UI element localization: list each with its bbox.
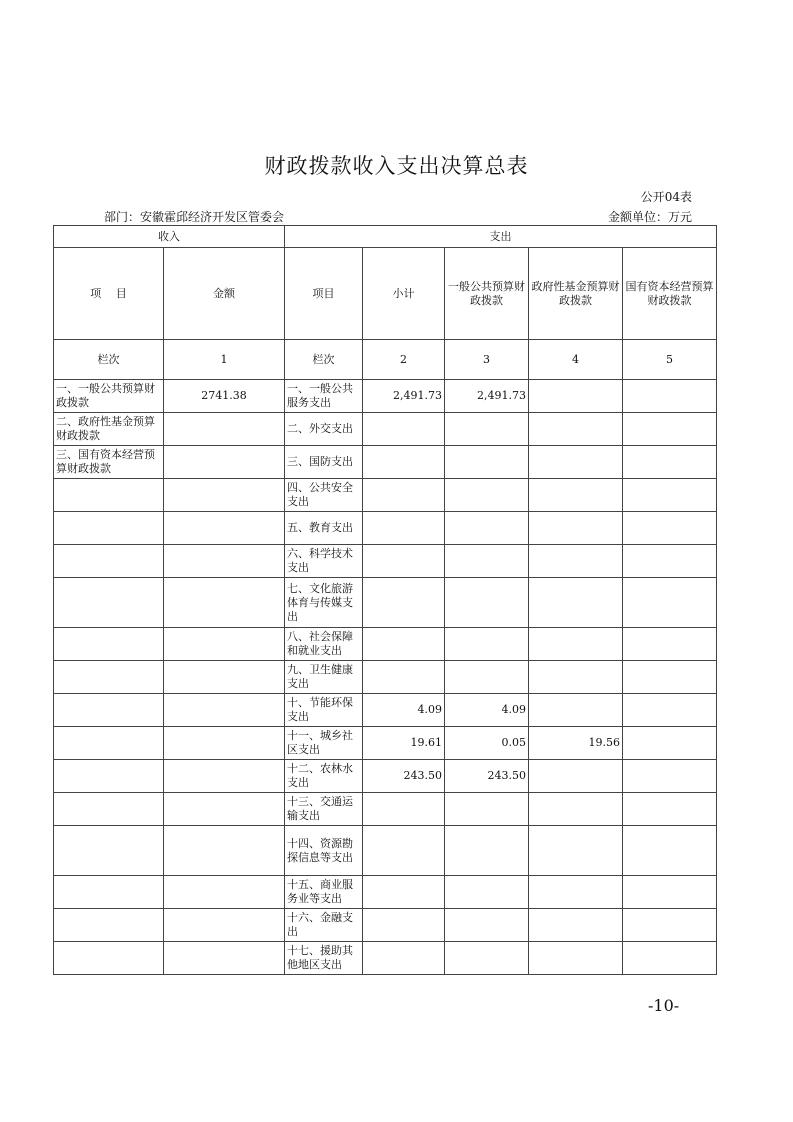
subtotal-cell: 19.61 [363,727,445,760]
income-amount-cell [164,661,285,694]
gov-fund-cell [529,578,623,628]
general-budget-cell [445,793,529,826]
income-item-cell [54,512,164,545]
expense-item-cell: 三、国防支出 [285,446,363,479]
general-budget-cell: 4.09 [445,694,529,727]
gov-fund-header: 政府性基金预算财政拨款 [529,248,623,340]
general-budget-cell [445,578,529,628]
subtotal-cell [363,413,445,446]
expense-header: 支出 [285,226,717,248]
state-capital-cell [623,876,717,909]
state-capital-cell [623,413,717,446]
page-title: 财政拨款收入支出决算总表 [264,154,529,178]
col-number-5: 5 [623,340,717,380]
table-row [54,578,717,628]
gov-fund-cell [529,942,623,975]
income-amount-cell [164,760,285,793]
income-amount-cell [164,876,285,909]
state-capital-cell [623,446,717,479]
amount-unit-label: 金额单位：万元 [607,210,692,224]
table-row [54,694,717,727]
income-item-cell [54,793,164,826]
table-row [54,793,717,826]
state-capital-header: 国有资本经营预算财政拨款 [623,248,717,340]
general-budget-cell [445,413,529,446]
state-capital-cell [623,793,717,826]
income-item-cell [54,727,164,760]
general-budget-cell [445,942,529,975]
gov-fund-cell [529,545,623,578]
state-capital-cell [623,826,717,876]
income-item-cell [54,942,164,975]
income-amount-cell [164,446,285,479]
income-item-cell [54,760,164,793]
gov-fund-cell [529,512,623,545]
gov-fund-cell: 19.56 [529,727,623,760]
state-capital-cell [623,661,717,694]
expense-item-cell: 十四、资源勘探信息等支出 [285,826,363,876]
gov-fund-cell [529,628,623,661]
income-item-cell [54,578,164,628]
income-amount-cell [164,578,285,628]
table-row [54,413,717,446]
general-budget-cell [445,545,529,578]
income-amount-cell [164,793,285,826]
general-budget-cell: 0.05 [445,727,529,760]
general-budget-cell [445,826,529,876]
income-amount-cell [164,909,285,942]
expense-item-cell: 五、教育支出 [285,512,363,545]
state-capital-cell [623,694,717,727]
subtotal-cell: 2,491.73 [363,380,445,413]
general-budget-cell: 243.50 [445,760,529,793]
subtotal-cell [363,446,445,479]
income-item-cell [54,661,164,694]
expense-item-cell: 十一、城乡社区支出 [285,727,363,760]
income-amount-cell [164,727,285,760]
expense-item-cell: 十七、援助其他地区支出 [285,942,363,975]
expense-item-cell: 四、公共安全支出 [285,479,363,512]
gov-fund-cell [529,694,623,727]
table-row [54,628,717,661]
table-row [54,909,717,942]
income-item-cell: 一、一般公共预算财政拨款 [54,380,164,413]
general-budget-cell [445,628,529,661]
table-row [54,760,717,793]
table-row [54,826,717,876]
table-row [54,661,717,694]
state-capital-cell [623,942,717,975]
income-header: 收入 [54,226,285,248]
income-item-cell: 二、政府性基金预算财政拨款 [54,413,164,446]
expense-item-cell: 十五、商业服务业等支出 [285,876,363,909]
gov-fund-cell [529,413,623,446]
income-item-cell [54,826,164,876]
table-row [54,876,717,909]
income-item-cell [54,545,164,578]
income-amount-cell [164,826,285,876]
income-item-cell [54,479,164,512]
income-amount-cell [164,479,285,512]
gov-fund-cell [529,876,623,909]
state-capital-cell [623,512,717,545]
state-capital-cell [623,727,717,760]
exp-item-header: 项目 [285,248,363,340]
state-capital-cell [623,760,717,793]
income-item-cell [54,628,164,661]
subtotal-header: 小计 [363,248,445,340]
col-number-4: 4 [529,340,623,380]
expense-item-cell: 十、节能环保支出 [285,694,363,727]
income-amount-cell [164,628,285,661]
income-amount-cell [164,942,285,975]
gov-fund-cell [529,909,623,942]
income-amount-cell [164,413,285,446]
gov-fund-cell [529,479,623,512]
budget-table [53,225,717,975]
expense-item-cell: 十六、金融支出 [285,909,363,942]
general-budget-cell [445,876,529,909]
income-item-cell [54,876,164,909]
col-label-income: 栏次 [54,340,164,380]
section-header-row [54,226,717,248]
subtotal-cell [363,578,445,628]
expense-item-cell: 八、社会保障和就业支出 [285,628,363,661]
subtotal-cell [363,628,445,661]
column-header-row [54,248,717,340]
income-amount-cell [164,545,285,578]
department-label: 部门：安徽霍邱经济开发区管委会 [104,210,285,224]
subtotal-cell [363,942,445,975]
state-capital-cell [623,479,717,512]
table-row [54,942,717,975]
expense-item-cell: 二、外交支出 [285,413,363,446]
item-name-header: 项 目 [54,248,164,340]
table-row [54,545,717,578]
gov-fund-cell [529,793,623,826]
general-budget-cell [445,909,529,942]
state-capital-cell [623,628,717,661]
expense-item-cell: 七、文化旅游体育与传媒支出 [285,578,363,628]
state-capital-cell [623,578,717,628]
col-number-1: 1 [164,340,285,380]
column-number-row [54,340,717,380]
page-number: -10- [648,996,680,1015]
col-label-expense: 栏次 [285,340,363,380]
general-budget-cell [445,512,529,545]
col-number-3: 3 [445,340,529,380]
general-budget-cell: 2,491.73 [445,380,529,413]
form-number: 公开04表 [640,190,692,204]
subtotal-cell [363,545,445,578]
expense-item-cell: 六、科学技术支出 [285,545,363,578]
table-row [54,479,717,512]
expense-item-cell: 十三、交通运输支出 [285,793,363,826]
subtotal-cell [363,826,445,876]
subtotal-cell [363,793,445,826]
general-budget-cell [445,661,529,694]
income-item-cell [54,694,164,727]
general-budget-cell [445,446,529,479]
gov-fund-cell [529,826,623,876]
income-amount-cell [164,694,285,727]
state-capital-cell [623,909,717,942]
expense-item-cell: 九、卫生健康支出 [285,661,363,694]
gov-fund-cell [529,446,623,479]
income-item-cell: 三、国有资本经营预算财政拨款 [54,446,164,479]
col-number-2: 2 [363,340,445,380]
income-amount-cell [164,512,285,545]
expense-item-cell: 十二、农林水支出 [285,760,363,793]
subtotal-cell [363,512,445,545]
amount-header: 金额 [164,248,285,340]
gov-fund-cell [529,760,623,793]
income-amount-cell: 2741.38 [164,380,285,413]
subtotal-cell [363,661,445,694]
state-capital-cell [623,380,717,413]
subtotal-cell [363,876,445,909]
table-row [54,380,717,413]
gov-fund-cell [529,380,623,413]
general-budget-header: 一般公共预算财政拨款 [445,248,529,340]
subtotal-cell [363,479,445,512]
general-budget-cell [445,479,529,512]
subtotal-cell: 243.50 [363,760,445,793]
table-row [54,727,717,760]
subtotal-cell [363,909,445,942]
table-row [54,512,717,545]
subtotal-cell: 4.09 [363,694,445,727]
table-row [54,446,717,479]
income-item-cell [54,909,164,942]
expense-item-cell: 一、一般公共服务支出 [285,380,363,413]
state-capital-cell [623,545,717,578]
gov-fund-cell [529,661,623,694]
